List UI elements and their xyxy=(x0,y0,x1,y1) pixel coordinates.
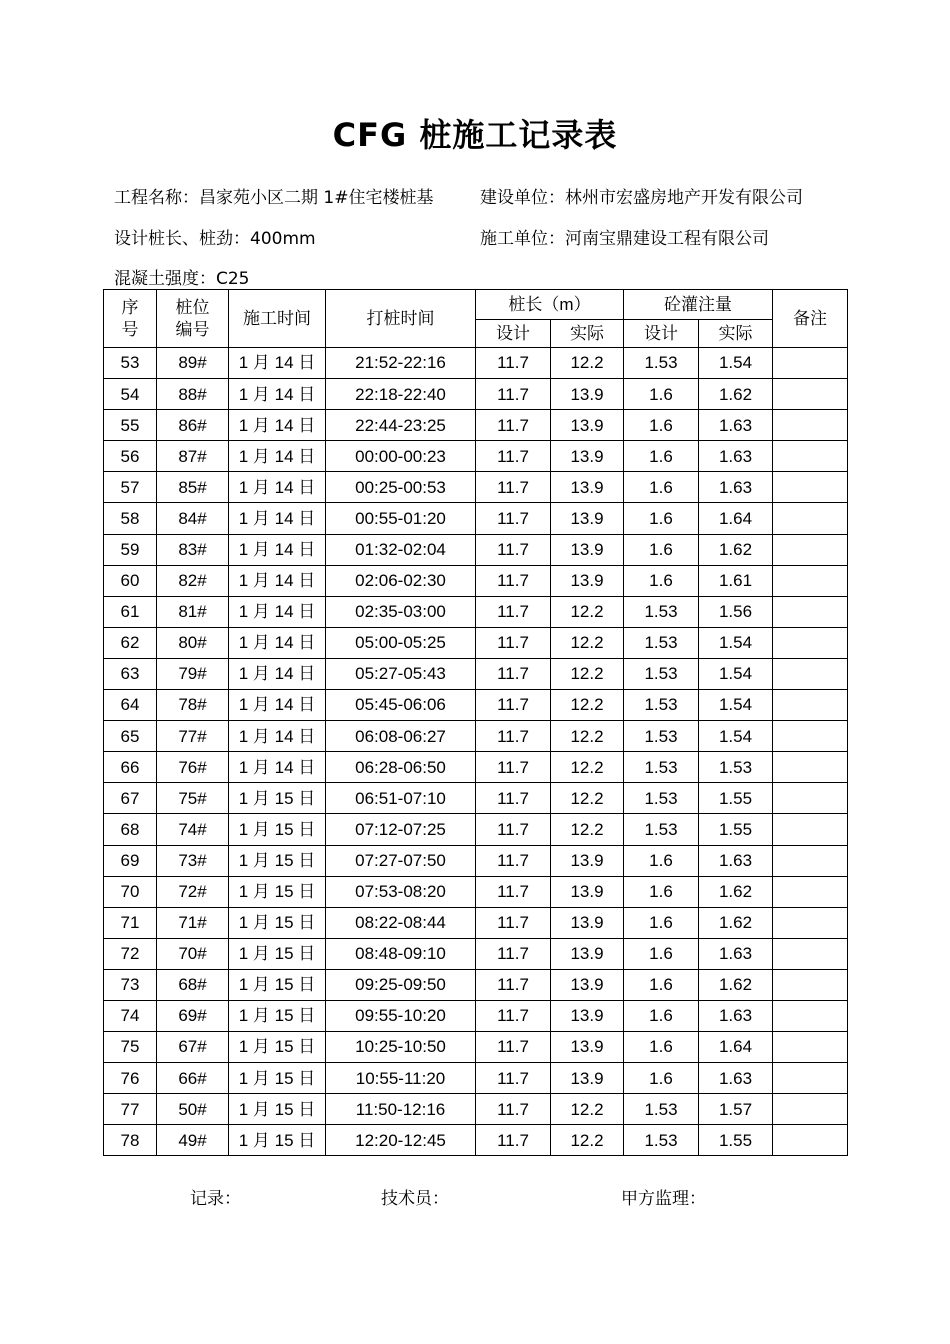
cell-length-actual: 13.9 xyxy=(551,907,624,938)
cell-remarks xyxy=(773,783,848,814)
cell-drive-time: 00:55-01:20 xyxy=(326,503,476,534)
header-build-date: 施工时间 xyxy=(229,290,326,348)
cell-length-actual: 13.9 xyxy=(551,1000,624,1031)
cell-pile-no: 75# xyxy=(157,783,229,814)
cell-pour-actual: 1.64 xyxy=(699,503,773,534)
cell-remarks xyxy=(773,596,848,627)
cell-pour-design: 1.6 xyxy=(624,503,699,534)
cell-drive-time: 07:12-07:25 xyxy=(326,814,476,845)
cell-pour-design: 1.6 xyxy=(624,845,699,876)
cell-remarks xyxy=(773,441,848,472)
cell-length-actual: 13.9 xyxy=(551,969,624,1000)
cell-pour-actual: 1.54 xyxy=(699,721,773,752)
table-row xyxy=(104,534,848,565)
cell-length-actual: 13.9 xyxy=(551,379,624,410)
cell-length-design: 11.7 xyxy=(476,1125,551,1156)
cell-seq: 64 xyxy=(104,690,157,721)
cell-build-date: 1 月 15 日 xyxy=(229,1094,326,1125)
table-row xyxy=(104,565,848,596)
cell-pour-design: 1.53 xyxy=(624,658,699,689)
cell-pile-no: 72# xyxy=(157,876,229,907)
table-row xyxy=(104,783,848,814)
cell-pile-no: 82# xyxy=(157,565,229,596)
cell-build-date: 1 月 15 日 xyxy=(229,783,326,814)
cell-seq: 55 xyxy=(104,410,157,441)
cell-build-date: 1 月 15 日 xyxy=(229,1000,326,1031)
cell-build-date: 1 月 15 日 xyxy=(229,876,326,907)
cell-length-design: 11.7 xyxy=(476,596,551,627)
cell-pile-no: 87# xyxy=(157,441,229,472)
cell-length-actual: 13.9 xyxy=(551,1063,624,1094)
cell-pour-design: 1.6 xyxy=(624,379,699,410)
table-row xyxy=(104,721,848,752)
cell-pile-no: 50# xyxy=(157,1094,229,1125)
cell-pour-actual: 1.62 xyxy=(699,969,773,1000)
cell-length-actual: 13.9 xyxy=(551,534,624,565)
cell-drive-time: 10:25-10:50 xyxy=(326,1032,476,1063)
cell-length-design: 11.7 xyxy=(476,1000,551,1031)
cell-drive-time: 00:00-00:23 xyxy=(326,441,476,472)
cell-pour-actual: 1.63 xyxy=(699,845,773,876)
cell-drive-time: 09:25-09:50 xyxy=(326,969,476,1000)
cell-length-design: 11.7 xyxy=(476,410,551,441)
cell-build-date: 1 月 15 日 xyxy=(229,907,326,938)
cell-length-design: 11.7 xyxy=(476,658,551,689)
footer-supervisor: 甲方监理： xyxy=(621,1189,706,1209)
cell-pile-no: 70# xyxy=(157,938,229,969)
cell-pour-actual: 1.55 xyxy=(699,814,773,845)
cell-drive-time: 01:32-02:04 xyxy=(326,534,476,565)
cell-pour-design: 1.6 xyxy=(624,907,699,938)
cell-pile-no: 80# xyxy=(157,627,229,658)
cell-build-date: 1 月 14 日 xyxy=(229,752,326,783)
cell-build-date: 1 月 14 日 xyxy=(229,627,326,658)
table-row xyxy=(104,1032,848,1063)
cell-length-actual: 13.9 xyxy=(551,503,624,534)
cell-length-design: 11.7 xyxy=(476,503,551,534)
cell-pour-actual: 1.55 xyxy=(699,1125,773,1156)
cell-remarks xyxy=(773,907,848,938)
cell-pour-design: 1.53 xyxy=(624,596,699,627)
cell-pour-design: 1.6 xyxy=(624,565,699,596)
cell-remarks xyxy=(773,503,848,534)
cell-length-design: 11.7 xyxy=(476,690,551,721)
cell-build-date: 1 月 15 日 xyxy=(229,969,326,1000)
cell-seq: 69 xyxy=(104,845,157,876)
cell-seq: 57 xyxy=(104,472,157,503)
cell-length-actual: 13.9 xyxy=(551,1032,624,1063)
cell-length-actual: 12.2 xyxy=(551,752,624,783)
cell-build-date: 1 月 14 日 xyxy=(229,565,326,596)
cell-length-design: 11.7 xyxy=(476,1032,551,1063)
table-row xyxy=(104,938,848,969)
cell-drive-time: 07:27-07:50 xyxy=(326,845,476,876)
cell-seq: 65 xyxy=(104,721,157,752)
table-row xyxy=(104,1125,848,1156)
cell-drive-time: 06:51-07:10 xyxy=(326,783,476,814)
cell-seq: 62 xyxy=(104,627,157,658)
cell-build-date: 1 月 14 日 xyxy=(229,379,326,410)
cell-length-actual: 12.2 xyxy=(551,783,624,814)
cell-seq: 53 xyxy=(104,348,157,379)
cell-drive-time: 05:00-05:25 xyxy=(326,627,476,658)
cell-drive-time: 08:48-09:10 xyxy=(326,938,476,969)
cell-length-design: 11.7 xyxy=(476,845,551,876)
cell-remarks xyxy=(773,627,848,658)
cell-drive-time: 07:53-08:20 xyxy=(326,876,476,907)
concrete-strength: 混凝土强度：C25 xyxy=(114,269,250,289)
header-pile-length: 桩长（m） xyxy=(476,290,624,320)
cell-pile-no: 81# xyxy=(157,596,229,627)
cell-pour-actual: 1.61 xyxy=(699,565,773,596)
cell-pile-no: 73# xyxy=(157,845,229,876)
cell-seq: 63 xyxy=(104,658,157,689)
cell-remarks xyxy=(773,938,848,969)
cell-pile-no: 88# xyxy=(157,379,229,410)
cell-seq: 59 xyxy=(104,534,157,565)
header-concrete-pour: 砼灌注量 xyxy=(624,290,773,320)
cell-drive-time: 21:52-22:16 xyxy=(326,348,476,379)
cell-pile-no: 71# xyxy=(157,907,229,938)
cell-remarks xyxy=(773,752,848,783)
cell-pour-design: 1.6 xyxy=(624,472,699,503)
cell-pour-actual: 1.62 xyxy=(699,907,773,938)
cell-build-date: 1 月 15 日 xyxy=(229,1032,326,1063)
cell-build-date: 1 月 15 日 xyxy=(229,845,326,876)
table-row xyxy=(104,1094,848,1125)
construction-record-table xyxy=(103,289,848,1156)
cell-length-actual: 13.9 xyxy=(551,565,624,596)
cell-drive-time: 11:50-12:16 xyxy=(326,1094,476,1125)
cell-seq: 71 xyxy=(104,907,157,938)
cell-pour-design: 1.53 xyxy=(624,627,699,658)
cell-seq: 54 xyxy=(104,379,157,410)
cell-pour-actual: 1.63 xyxy=(699,410,773,441)
footer-recorder: 记录： xyxy=(190,1189,241,1209)
cell-length-design: 11.7 xyxy=(476,534,551,565)
cell-length-design: 11.7 xyxy=(476,441,551,472)
cell-pour-actual: 1.63 xyxy=(699,1000,773,1031)
cell-length-actual: 12.2 xyxy=(551,658,624,689)
cell-remarks xyxy=(773,472,848,503)
cell-length-actual: 12.2 xyxy=(551,1094,624,1125)
cell-drive-time: 06:08-06:27 xyxy=(326,721,476,752)
cell-length-design: 11.7 xyxy=(476,472,551,503)
cell-length-actual: 12.2 xyxy=(551,596,624,627)
cell-pour-actual: 1.55 xyxy=(699,783,773,814)
cell-length-actual: 13.9 xyxy=(551,876,624,907)
cell-pile-no: 89# xyxy=(157,348,229,379)
cell-length-design: 11.7 xyxy=(476,1063,551,1094)
cell-pour-actual: 1.63 xyxy=(699,938,773,969)
cell-build-date: 1 月 14 日 xyxy=(229,410,326,441)
cell-pour-design: 1.6 xyxy=(624,876,699,907)
cell-pour-design: 1.6 xyxy=(624,410,699,441)
table-row xyxy=(104,752,848,783)
cell-pour-actual: 1.57 xyxy=(699,1094,773,1125)
cell-length-actual: 13.9 xyxy=(551,410,624,441)
cell-remarks xyxy=(773,565,848,596)
cell-seq: 66 xyxy=(104,752,157,783)
cell-pour-design: 1.6 xyxy=(624,938,699,969)
footer-technician: 技术员： xyxy=(381,1189,449,1209)
cell-length-actual: 12.2 xyxy=(551,627,624,658)
cell-remarks xyxy=(773,845,848,876)
cell-drive-time: 22:18-22:40 xyxy=(326,379,476,410)
cell-length-actual: 12.2 xyxy=(551,814,624,845)
cell-pour-design: 1.53 xyxy=(624,814,699,845)
cell-remarks xyxy=(773,534,848,565)
cell-length-actual: 12.2 xyxy=(551,1125,624,1156)
cell-pile-no: 85# xyxy=(157,472,229,503)
cell-pour-design: 1.53 xyxy=(624,721,699,752)
contractor-unit: 施工单位：河南宝鼎建设工程有限公司 xyxy=(480,229,769,249)
table-row xyxy=(104,379,848,410)
cell-pile-no: 79# xyxy=(157,658,229,689)
table-row xyxy=(104,410,848,441)
cell-pour-actual: 1.62 xyxy=(699,876,773,907)
cell-drive-time: 02:06-02:30 xyxy=(326,565,476,596)
cell-length-design: 11.7 xyxy=(476,814,551,845)
cell-seq: 75 xyxy=(104,1032,157,1063)
cell-pour-design: 1.6 xyxy=(624,1032,699,1063)
cell-pile-no: 77# xyxy=(157,721,229,752)
cell-length-design: 11.7 xyxy=(476,907,551,938)
cell-build-date: 1 月 14 日 xyxy=(229,348,326,379)
cell-remarks xyxy=(773,1000,848,1031)
cell-pour-actual: 1.54 xyxy=(699,690,773,721)
cell-seq: 76 xyxy=(104,1063,157,1094)
cell-length-actual: 12.2 xyxy=(551,690,624,721)
cell-seq: 56 xyxy=(104,441,157,472)
table-row xyxy=(104,472,848,503)
cell-pile-no: 67# xyxy=(157,1032,229,1063)
cell-remarks xyxy=(773,1063,848,1094)
cell-pile-no: 69# xyxy=(157,1000,229,1031)
table-row xyxy=(104,845,848,876)
cell-remarks xyxy=(773,969,848,1000)
cell-build-date: 1 月 15 日 xyxy=(229,1125,326,1156)
cell-seq: 74 xyxy=(104,1000,157,1031)
cell-build-date: 1 月 15 日 xyxy=(229,1063,326,1094)
table-row xyxy=(104,627,848,658)
cell-drive-time: 02:35-03:00 xyxy=(326,596,476,627)
cell-drive-time: 22:44-23:25 xyxy=(326,410,476,441)
cell-drive-time: 10:55-11:20 xyxy=(326,1063,476,1094)
cell-seq: 70 xyxy=(104,876,157,907)
cell-seq: 77 xyxy=(104,1094,157,1125)
cell-length-design: 11.7 xyxy=(476,969,551,1000)
cell-build-date: 1 月 14 日 xyxy=(229,503,326,534)
cell-drive-time: 12:20-12:45 xyxy=(326,1125,476,1156)
cell-drive-time: 05:45-06:06 xyxy=(326,690,476,721)
cell-length-design: 11.7 xyxy=(476,752,551,783)
cell-seq: 67 xyxy=(104,783,157,814)
header-pour-design: 设计 xyxy=(624,320,699,348)
cell-pour-actual: 1.63 xyxy=(699,472,773,503)
cell-pour-design: 1.53 xyxy=(624,348,699,379)
cell-seq: 73 xyxy=(104,969,157,1000)
project-name: 工程名称：昌家苑小区二期 1#住宅楼桩基 xyxy=(114,188,434,208)
cell-seq: 78 xyxy=(104,1125,157,1156)
cell-remarks xyxy=(773,348,848,379)
cell-remarks xyxy=(773,658,848,689)
cell-pile-no: 76# xyxy=(157,752,229,783)
cell-drive-time: 08:22-08:44 xyxy=(326,907,476,938)
cell-build-date: 1 月 14 日 xyxy=(229,441,326,472)
cell-pour-actual: 1.63 xyxy=(699,441,773,472)
cell-pour-actual: 1.62 xyxy=(699,534,773,565)
cell-length-design: 11.7 xyxy=(476,348,551,379)
cell-seq: 72 xyxy=(104,938,157,969)
cell-remarks xyxy=(773,690,848,721)
header-pour-actual: 实际 xyxy=(699,320,773,348)
cell-build-date: 1 月 15 日 xyxy=(229,814,326,845)
table-row xyxy=(104,969,848,1000)
cell-pour-actual: 1.54 xyxy=(699,627,773,658)
table-row xyxy=(104,690,848,721)
cell-pour-design: 1.6 xyxy=(624,1063,699,1094)
cell-remarks xyxy=(773,410,848,441)
cell-pile-no: 84# xyxy=(157,503,229,534)
cell-pour-actual: 1.63 xyxy=(699,1063,773,1094)
cell-build-date: 1 月 14 日 xyxy=(229,534,326,565)
cell-length-actual: 13.9 xyxy=(551,441,624,472)
cell-pile-no: 86# xyxy=(157,410,229,441)
cell-pour-design: 1.53 xyxy=(624,783,699,814)
cell-length-actual: 13.9 xyxy=(551,938,624,969)
cell-pile-no: 68# xyxy=(157,969,229,1000)
page-title: CFG 桩施工记录表 xyxy=(332,116,618,154)
builder-unit: 建设单位：林州市宏盛房地产开发有限公司 xyxy=(480,188,803,208)
cell-seq: 68 xyxy=(104,814,157,845)
header-length-design: 设计 xyxy=(476,320,551,348)
cell-pour-design: 1.6 xyxy=(624,1000,699,1031)
cell-length-design: 11.7 xyxy=(476,565,551,596)
cell-drive-time: 05:27-05:43 xyxy=(326,658,476,689)
table-row xyxy=(104,441,848,472)
cell-remarks xyxy=(773,721,848,752)
cell-pour-design: 1.6 xyxy=(624,534,699,565)
cell-pile-no: 74# xyxy=(157,814,229,845)
table-row xyxy=(104,503,848,534)
cell-pour-design: 1.6 xyxy=(624,969,699,1000)
cell-length-design: 11.7 xyxy=(476,876,551,907)
cell-length-design: 11.7 xyxy=(476,627,551,658)
cell-build-date: 1 月 14 日 xyxy=(229,472,326,503)
header-remarks: 备注 xyxy=(773,290,848,348)
design-pile-spec: 设计桩长、桩劲：400mm xyxy=(114,229,316,249)
cell-pile-no: 66# xyxy=(157,1063,229,1094)
table-row xyxy=(104,596,848,627)
cell-drive-time: 09:55-10:20 xyxy=(326,1000,476,1031)
cell-length-actual: 13.9 xyxy=(551,472,624,503)
table-row xyxy=(104,658,848,689)
cell-pile-no: 78# xyxy=(157,690,229,721)
cell-seq: 58 xyxy=(104,503,157,534)
cell-pour-design: 1.53 xyxy=(624,1125,699,1156)
cell-seq: 60 xyxy=(104,565,157,596)
cell-pile-no: 83# xyxy=(157,534,229,565)
cell-build-date: 1 月 14 日 xyxy=(229,721,326,752)
cell-pour-actual: 1.64 xyxy=(699,1032,773,1063)
cell-remarks xyxy=(773,1125,848,1156)
cell-length-design: 11.7 xyxy=(476,783,551,814)
header-seq: 序号 xyxy=(104,290,157,348)
cell-length-actual: 12.2 xyxy=(551,348,624,379)
cell-build-date: 1 月 14 日 xyxy=(229,596,326,627)
cell-drive-time: 00:25-00:53 xyxy=(326,472,476,503)
cell-pour-actual: 1.54 xyxy=(699,658,773,689)
header-drive-time: 打桩时间 xyxy=(326,290,476,348)
table-row xyxy=(104,1063,848,1094)
cell-pile-no: 49# xyxy=(157,1125,229,1156)
cell-pour-actual: 1.54 xyxy=(699,348,773,379)
cell-pour-design: 1.53 xyxy=(624,752,699,783)
cell-remarks xyxy=(773,1094,848,1125)
header-length-actual: 实际 xyxy=(551,320,624,348)
cell-build-date: 1 月 15 日 xyxy=(229,938,326,969)
table-row xyxy=(104,876,848,907)
cell-build-date: 1 月 14 日 xyxy=(229,690,326,721)
cell-pour-actual: 1.53 xyxy=(699,752,773,783)
cell-length-actual: 12.2 xyxy=(551,721,624,752)
cell-length-design: 11.7 xyxy=(476,379,551,410)
cell-drive-time: 06:28-06:50 xyxy=(326,752,476,783)
cell-remarks xyxy=(773,379,848,410)
cell-remarks xyxy=(773,876,848,907)
cell-length-design: 11.7 xyxy=(476,721,551,752)
table-row xyxy=(104,907,848,938)
cell-seq: 61 xyxy=(104,596,157,627)
cell-remarks xyxy=(773,1032,848,1063)
cell-build-date: 1 月 14 日 xyxy=(229,658,326,689)
cell-length-design: 11.7 xyxy=(476,1094,551,1125)
cell-pour-actual: 1.62 xyxy=(699,379,773,410)
cell-pour-design: 1.53 xyxy=(624,1094,699,1125)
cell-length-design: 11.7 xyxy=(476,938,551,969)
header-pile-no: 桩位编号 xyxy=(157,290,229,348)
cell-length-actual: 13.9 xyxy=(551,845,624,876)
cell-pour-actual: 1.56 xyxy=(699,596,773,627)
table-row xyxy=(104,348,848,379)
cell-remarks xyxy=(773,814,848,845)
table-row xyxy=(104,1000,848,1031)
cell-pour-design: 1.53 xyxy=(624,690,699,721)
table-row xyxy=(104,814,848,845)
cell-pour-design: 1.6 xyxy=(624,441,699,472)
